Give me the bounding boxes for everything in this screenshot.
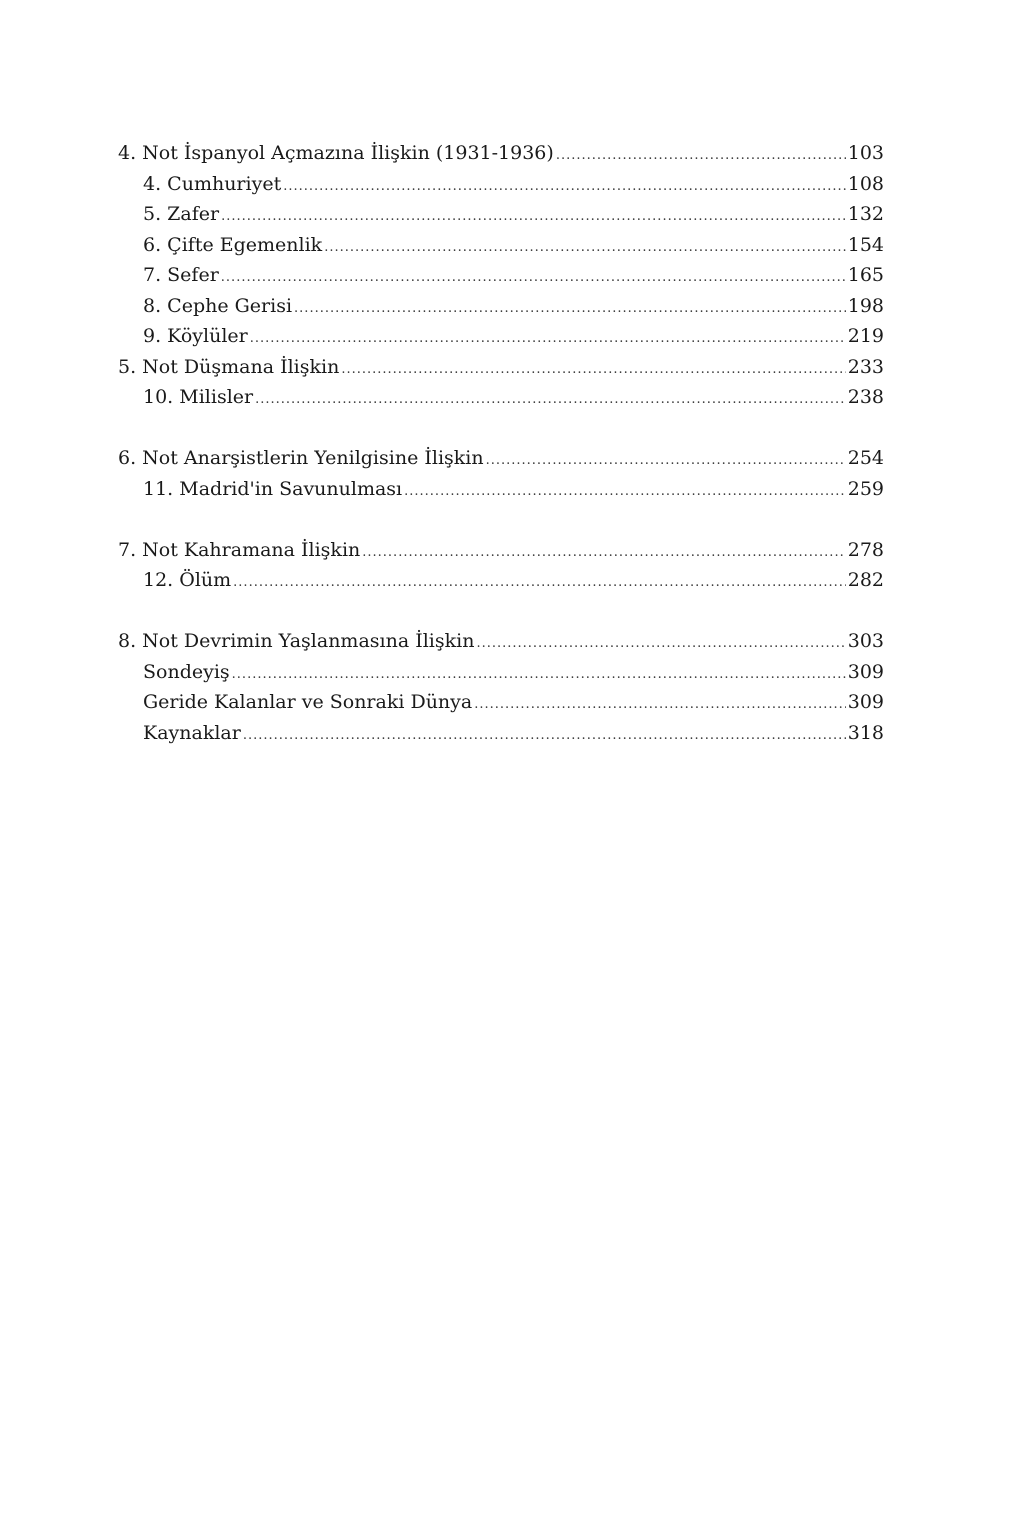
toc-entry-title: Geride Kalanlar ve Sonraki Dünya (143, 691, 473, 713)
toc-dot-leader (250, 324, 846, 352)
toc-entry-title: 6. Çifte Egemenlik (143, 233, 323, 256)
toc-entry (118, 565, 884, 596)
toc-dot-leader (324, 233, 846, 261)
toc-entry (118, 352, 884, 383)
toc-entry-title: 7. Sefer (143, 264, 219, 286)
toc-entry-page: 309 (847, 660, 884, 683)
toc-entry-title: 8. Not Devrimin Yaşlanmasına İlişkin (118, 630, 475, 652)
table-of-contents (118, 138, 884, 748)
toc-entry-page: 238 (847, 386, 884, 408)
toc-entry-page: 103 (847, 142, 884, 164)
toc-entry (118, 138, 884, 169)
toc-entry-page: 282 (847, 569, 884, 591)
toc-entry-title: Kaynaklar (143, 721, 241, 744)
toc-entry-title: 12. Ölüm (143, 569, 232, 591)
toc-entry-title: 5. Zafer (143, 203, 220, 225)
toc-dot-leader (294, 294, 846, 322)
toc-entry-page: 318 (847, 721, 884, 744)
toc-dot-leader (341, 355, 845, 383)
toc-entry-title: 11. Madrid'in Savunulması (143, 477, 403, 500)
toc-entry-page: 108 (847, 172, 884, 195)
toc-entry (118, 443, 884, 474)
toc-dot-leader (476, 629, 845, 657)
toc-dot-leader (232, 660, 846, 688)
toc-entry (118, 657, 884, 688)
toc-entry (118, 474, 884, 505)
toc-dot-leader (404, 477, 846, 505)
toc-entry (118, 230, 884, 261)
toc-entry (118, 626, 884, 657)
toc-entry-title: 4. Not İspanyol Açmazına İlişkin (1931-1936) (118, 142, 554, 164)
toc-entry-page: 132 (847, 203, 884, 225)
toc-entry-title: 10. Milisler (143, 386, 254, 408)
toc-entry-page: 259 (847, 477, 884, 500)
toc-entry-page: 198 (847, 294, 884, 317)
toc-entry-title: 4. Cumhuriyet (143, 172, 282, 195)
toc-dot-leader (486, 446, 846, 474)
toc-entry-page: 233 (847, 355, 884, 378)
toc-entry-title: 7. Not Kahramana İlişkin (118, 538, 361, 561)
toc-dot-leader (233, 568, 846, 596)
toc-dot-leader (362, 538, 845, 566)
toc-dot-leader (243, 721, 846, 749)
toc-entry-title: Sondeyiş (143, 660, 230, 683)
toc-dot-leader (283, 172, 846, 200)
toc-entry (118, 321, 884, 352)
toc-dot-leader (556, 141, 846, 169)
toc-entry-page: 278 (847, 538, 884, 561)
toc-entry-page: 219 (847, 325, 884, 347)
toc-entry-title: 5. Not Düşmana İlişkin (118, 355, 340, 378)
toc-entry (118, 718, 884, 749)
toc-entry-page: 309 (847, 691, 884, 713)
toc-dot-leader (474, 690, 846, 718)
toc-entry (118, 169, 884, 200)
toc-dot-leader (221, 202, 846, 230)
toc-entry (118, 291, 884, 322)
toc-entry (118, 535, 884, 566)
toc-entry-page: 165 (847, 264, 884, 286)
toc-entry-title: 6. Not Anarşistlerin Yenilgisine İlişkin (118, 447, 484, 469)
toc-entry-page: 154 (847, 233, 884, 256)
toc-entry-page: 303 (847, 630, 884, 652)
toc-entry-title: 9. Köylüler (143, 325, 248, 347)
toc-entry (118, 687, 884, 718)
toc-dot-leader (221, 263, 846, 291)
toc-entry (118, 199, 884, 230)
toc-entry (118, 260, 884, 291)
toc-entry-page: 254 (847, 447, 884, 469)
toc-dot-leader (255, 385, 846, 413)
toc-entry-title: 8. Cephe Gerisi (143, 294, 293, 317)
toc-entry (118, 382, 884, 413)
